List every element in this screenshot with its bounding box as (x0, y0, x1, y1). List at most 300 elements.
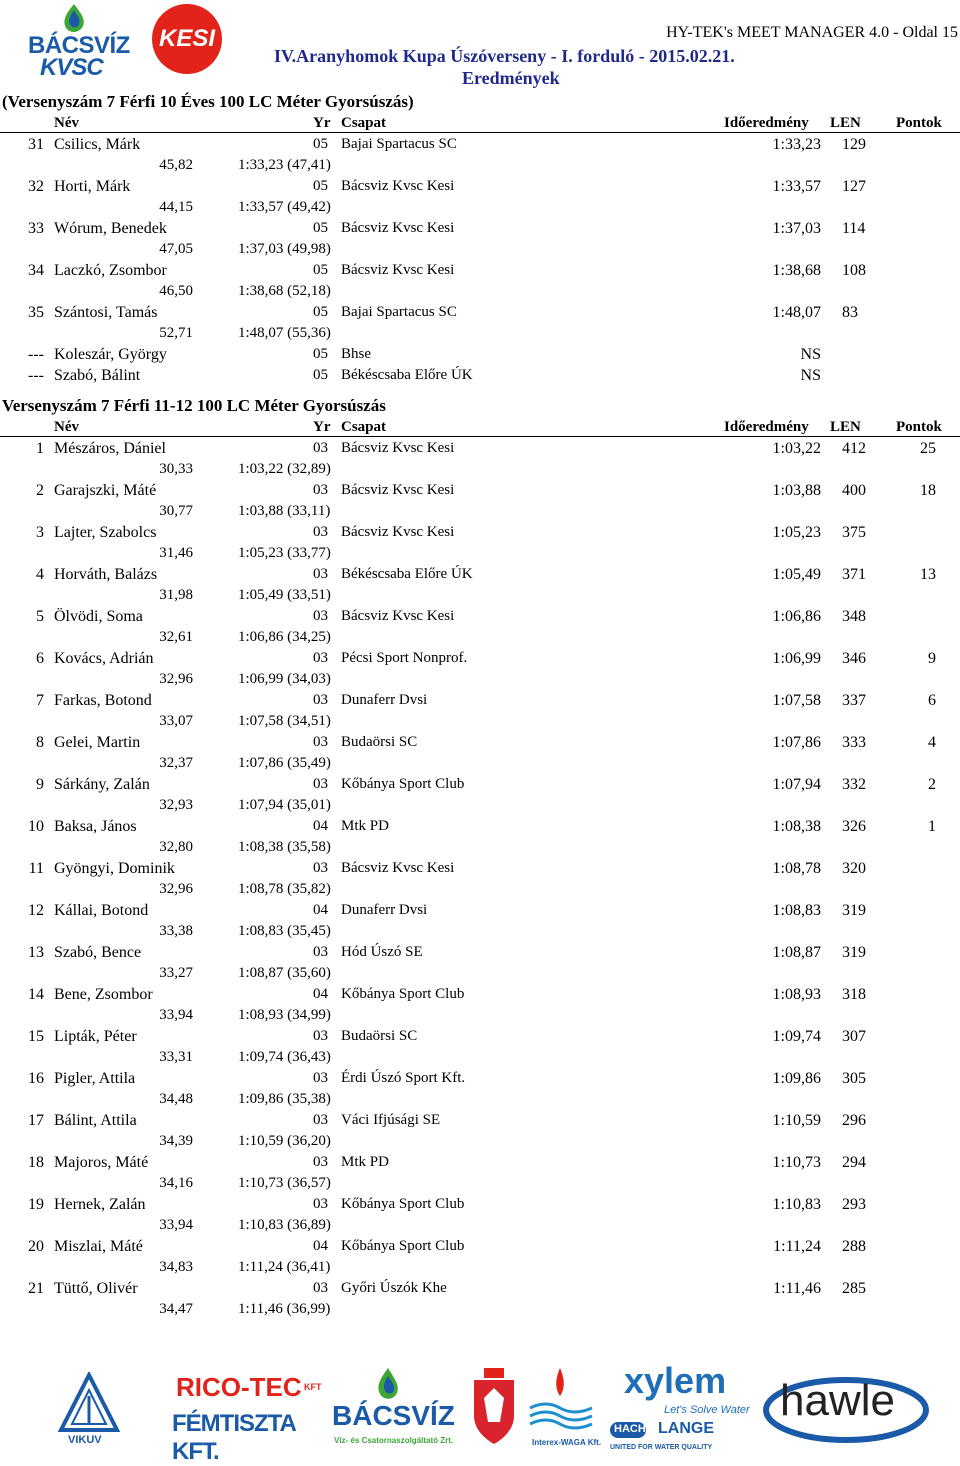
split-50m: 44,15 (159, 199, 193, 215)
swimmer-name: Gelei, Martin (54, 734, 141, 751)
swimmer-name: Pigler, Attila (54, 1070, 136, 1087)
split-100m: 1:38,68 (52,18) (238, 283, 331, 299)
split-100m: 1:09,74 (36,43) (238, 1049, 331, 1065)
len-points: 305 (842, 1070, 866, 1087)
team-name: Bajai Spartacus SC (341, 304, 457, 320)
team-name: Bácsviz Kvsc Kesi (341, 262, 455, 278)
result-row (0, 689, 960, 731)
bacsviz-sub-text: Víz- és Csatornaszolgáltató Zrt. (334, 1436, 454, 1445)
len-points: 375 (842, 524, 866, 541)
swimmer-name: Hernek, Zalán (54, 1196, 146, 1213)
place: 13 (28, 944, 44, 961)
split-50m: 45,82 (159, 157, 193, 173)
place: --- (28, 367, 44, 384)
place: 32 (28, 178, 44, 195)
team-name: Kőbánya Sport Club (341, 1196, 465, 1212)
birth-year: 03 (313, 608, 328, 624)
result-row (0, 1277, 960, 1319)
birth-year: 03 (313, 482, 328, 498)
len-points: 333 (842, 734, 866, 751)
result-row (0, 857, 960, 899)
result-row (0, 1235, 960, 1277)
swimmer-name: Ölvödi, Soma (54, 608, 143, 625)
split-50m: 34,16 (159, 1175, 193, 1191)
final-time: 1:10,73 (772, 1154, 821, 1171)
place: 7 (36, 692, 44, 709)
place: 18 (28, 1154, 44, 1171)
swimmer-name: Baksa, János (54, 818, 137, 835)
final-time: NS (800, 367, 821, 384)
len-points: 371 (842, 566, 866, 583)
water-drop-icon (56, 2, 92, 34)
swimmer-name: Wórum, Benedek (54, 220, 167, 237)
birth-year: 03 (313, 1154, 328, 1170)
col-header-time: Időeredmény (724, 419, 809, 435)
split-50m: 33,31 (159, 1049, 193, 1065)
software-page-label: HY-TEK's MEET MANAGER 4.0 - Oldal 15 (666, 24, 958, 41)
final-time: 1:06,86 (772, 608, 821, 625)
split-50m: 32,93 (159, 797, 193, 813)
birth-year: 05 (313, 346, 328, 362)
swimmer-name: Tüttő, Olivér (54, 1280, 138, 1297)
col-header-points: Pontok (896, 115, 942, 131)
split-100m: 1:05,23 (33,77) (238, 545, 331, 561)
result-row (0, 605, 960, 647)
swimmer-name: Koleszár, György (54, 346, 167, 363)
col-header-name: Név (54, 115, 79, 131)
result-row (0, 941, 960, 983)
place: 2 (36, 482, 44, 499)
len-points: 319 (842, 944, 866, 961)
birth-year: 03 (313, 1280, 328, 1296)
result-row (0, 1193, 960, 1235)
split-50m: 31,98 (159, 587, 193, 603)
team-name: Bácsviz Kvsc Kesi (341, 524, 455, 540)
bacsviz-logo-text: BÁCSVÍZ (28, 32, 130, 59)
len-points: 326 (842, 818, 866, 835)
place: 14 (28, 986, 44, 1003)
len-points: 412 (842, 440, 866, 457)
result-row (0, 259, 960, 301)
swimmer-name: Miszlai, Máté (54, 1238, 143, 1255)
bacsviz-logo (332, 1366, 472, 1452)
interex-flame-icon (526, 1364, 596, 1434)
place: 11 (28, 860, 44, 877)
len-points: 319 (842, 902, 866, 919)
final-time: 1:09,86 (772, 1070, 821, 1087)
final-time: 1:07,58 (772, 692, 821, 709)
birth-year: 05 (313, 367, 328, 383)
final-time: 1:06,99 (772, 650, 821, 667)
len-points: 294 (842, 1154, 866, 1171)
final-time: 1:48,07 (772, 304, 821, 321)
split-50m: 33,07 (159, 713, 193, 729)
swimmer-name: Garajszki, Máté (54, 482, 157, 499)
place: 8 (36, 734, 44, 751)
split-100m: 1:10,73 (36,57) (238, 1175, 331, 1191)
vikuv-triangle-icon (58, 1372, 120, 1434)
place: 35 (28, 304, 44, 321)
hawle-logo (762, 1372, 930, 1448)
score-points: 4 (928, 734, 936, 751)
team-name: Bácsviz Kvsc Kesi (341, 482, 455, 498)
split-100m: 1:10,83 (36,89) (238, 1217, 331, 1233)
team-name: Pécsi Sport Nonprof. (341, 650, 468, 666)
col-header-team: Csapat (341, 115, 387, 131)
team-name: Hód Úszó SE (341, 944, 423, 960)
birth-year: 04 (313, 902, 328, 918)
split-100m: 1:10,59 (36,20) (238, 1133, 331, 1149)
team-name: Bhse (341, 346, 371, 362)
birth-year: 05 (313, 178, 328, 194)
result-row (0, 983, 960, 1025)
team-name: Dunaferr Dvsi (341, 692, 428, 708)
split-50m: 32,96 (159, 881, 193, 897)
col-header-len: LEN (830, 419, 861, 435)
col-header-points: Pontok (896, 419, 942, 435)
col-header-name: Név (54, 419, 79, 435)
birth-year: 03 (313, 860, 328, 876)
final-time: NS (800, 346, 821, 363)
team-name: Bácsviz Kvsc Kesi (341, 440, 455, 456)
split-100m: 1:08,93 (34,99) (238, 1007, 331, 1023)
split-100m: 1:33,57 (49,42) (238, 199, 331, 215)
final-time: 1:38,68 (772, 262, 821, 279)
split-100m: 1:08,38 (35,58) (238, 839, 331, 855)
place: 6 (36, 650, 44, 667)
split-50m: 32,37 (159, 755, 193, 771)
split-50m: 32,61 (159, 629, 193, 645)
vikuv-text: VIKUV (68, 1434, 102, 1446)
score-points: 1 (928, 818, 936, 835)
col-header-len: LEN (830, 115, 861, 131)
team-name: Bácsviz Kvsc Kesi (341, 860, 455, 876)
swimmer-name: Szántosi, Tamás (54, 304, 158, 321)
len-points: 127 (842, 178, 866, 195)
swimmer-name: Kállai, Botond (54, 902, 149, 919)
col-header-time: Időeredmény (724, 115, 809, 131)
bacsviz-kvsc-logo (26, 2, 136, 81)
split-100m: 1:37,03 (49,98) (238, 241, 331, 257)
len-points: 114 (842, 220, 866, 237)
split-50m: 30,33 (159, 461, 193, 477)
interex-waga-logo (526, 1364, 602, 1454)
split-100m: 1:08,78 (35,82) (238, 881, 331, 897)
result-row (0, 563, 960, 605)
swimmer-name: Horváth, Balázs (54, 566, 158, 583)
result-row (0, 1151, 960, 1193)
final-time: 1:08,93 (772, 986, 821, 1003)
len-points: 293 (842, 1196, 866, 1213)
result-row (0, 1025, 960, 1067)
team-name: Dunaferr Dvsi (341, 902, 428, 918)
hach-text: HACH (614, 1423, 646, 1435)
birth-year: 03 (313, 692, 328, 708)
kesi-logo-text: KESI (158, 25, 215, 52)
ricotec-femtiszta-logo (172, 1372, 326, 1465)
birth-year: 04 (313, 986, 328, 1002)
place: 4 (36, 566, 44, 583)
team-name: Budaörsi SC (341, 1028, 418, 1044)
swimmer-name: Lipták, Péter (54, 1028, 137, 1045)
final-time: 1:10,59 (772, 1112, 821, 1129)
swimmer-name: Horti, Márk (54, 178, 131, 195)
place: 34 (28, 262, 44, 279)
swimmer-name: Szabó, Bence (54, 944, 142, 961)
col-header-yr: Yr (313, 115, 331, 131)
team-name: Győri Úszók Khe (341, 1280, 447, 1296)
score-points: 25 (920, 440, 936, 457)
event-title: (Versenyszám 7 Férfi 10 Éves 100 LC Méter Gyorsúszás) (2, 92, 414, 111)
split-50m: 32,96 (159, 671, 193, 687)
split-100m: 1:06,86 (34,25) (238, 629, 331, 645)
result-row (0, 731, 960, 773)
split-100m: 1:48,07 (55,36) (238, 325, 331, 341)
split-50m: 33,94 (159, 1217, 193, 1233)
kesi-logo (152, 4, 222, 74)
team-name: Kőbánya Sport Club (341, 1238, 465, 1254)
swimmer-name: Bene, Zsombor (54, 986, 153, 1003)
result-row (0, 1109, 960, 1151)
final-time: 1:03,22 (772, 440, 821, 457)
lange-subtext: UNITED FOR WATER QUALITY (610, 1444, 713, 1451)
final-time: 1:03,88 (772, 482, 821, 499)
team-name: Váci Ifjúsági SE (341, 1112, 441, 1128)
len-points: 288 (842, 1238, 866, 1255)
sponsor-bar (0, 1360, 960, 1465)
score-points: 6 (928, 692, 936, 709)
team-name: Mtk PD (341, 818, 389, 834)
vikuv-logo (58, 1372, 120, 1450)
split-50m: 34,39 (159, 1133, 193, 1149)
result-row (0, 1067, 960, 1109)
place: 16 (28, 1070, 44, 1087)
split-100m: 1:03,22 (32,89) (238, 461, 331, 477)
birth-year: 05 (313, 136, 328, 152)
len-points: 337 (842, 692, 866, 709)
split-50m: 34,47 (159, 1301, 193, 1317)
team-name: Bácsviz Kvsc Kesi (341, 178, 455, 194)
header-logos (20, 0, 250, 80)
result-row (0, 437, 960, 479)
place: 10 (28, 818, 44, 835)
team-name: Bácsviz Kvsc Kesi (341, 220, 455, 236)
result-row (0, 815, 960, 857)
split-50m: 52,71 (159, 325, 193, 341)
final-time: 1:37,03 (772, 220, 821, 237)
place: 1 (36, 440, 44, 457)
coat-of-arms-icon (470, 1368, 518, 1448)
column-header-row (0, 112, 960, 133)
results-subtitle: Eredmények (462, 68, 560, 88)
kvsc-logo-text: KVSC (40, 54, 103, 81)
len-points: 129 (842, 136, 866, 153)
column-header-row (0, 416, 960, 437)
len-points: 320 (842, 860, 866, 877)
place: 12 (28, 902, 44, 919)
swimmer-name: Csilics, Márk (54, 136, 141, 153)
place: 21 (28, 1280, 44, 1297)
team-name: Érdi Úszó Sport Kft. (341, 1070, 466, 1086)
meet-title: IV.Aranyhomok Kupa Úszóverseny - I. forduló - 2015.02.21. (274, 46, 735, 66)
split-100m: 1:07,94 (35,01) (238, 797, 331, 813)
team-name: Békéscsaba Előre ÚK (341, 566, 473, 582)
len-points: 83 (842, 304, 858, 321)
xylem-hach-lange-logo (608, 1360, 758, 1454)
result-row (0, 899, 960, 941)
place: 33 (28, 220, 44, 237)
birth-year: 03 (313, 776, 328, 792)
score-points: 18 (920, 482, 936, 499)
split-50m: 33,38 (159, 923, 193, 939)
final-time: 1:07,94 (772, 776, 821, 793)
birth-year: 05 (313, 262, 328, 278)
split-50m: 34,48 (159, 1091, 193, 1107)
swimmer-name: Farkas, Botond (54, 692, 152, 709)
result-row (0, 301, 960, 343)
split-50m: 32,80 (159, 839, 193, 855)
split-100m: 1:08,83 (35,45) (238, 923, 331, 939)
place: 9 (36, 776, 44, 793)
hawle-text: hawle (780, 1376, 895, 1425)
team-name: Bácsviz Kvsc Kesi (341, 608, 455, 624)
split-100m: 1:07,86 (35,49) (238, 755, 331, 771)
split-100m: 1:09,86 (35,38) (238, 1091, 331, 1107)
split-100m: 1:06,99 (34,03) (238, 671, 331, 687)
team-name: Békéscsaba Előre ÚK (341, 367, 473, 383)
swimmer-name: Mészáros, Dániel (54, 440, 166, 457)
place: 5 (36, 608, 44, 625)
birth-year: 05 (313, 304, 328, 320)
final-time: 1:08,38 (772, 818, 821, 835)
result-row (0, 133, 960, 175)
ricotec-kft-text: KFT (304, 1382, 322, 1392)
final-time: 1:05,49 (772, 566, 821, 583)
split-100m: 1:11,24 (36,41) (238, 1259, 331, 1275)
team-name: Kőbánya Sport Club (341, 986, 465, 1002)
birth-year: 05 (313, 220, 328, 236)
len-points: 348 (842, 608, 866, 625)
score-points: 2 (928, 776, 936, 793)
swimmer-name: Gyöngyi, Dominik (54, 860, 175, 877)
water-drop-icon (372, 1366, 404, 1402)
place: --- (28, 346, 44, 363)
team-name: Mtk PD (341, 1154, 389, 1170)
swimmer-name: Szabó, Bálint (54, 367, 141, 384)
place: 31 (28, 136, 44, 153)
birth-year: 03 (313, 1028, 328, 1044)
swimmer-name: Laczkó, Zsombor (54, 262, 167, 279)
len-points: 285 (842, 1280, 866, 1297)
len-points: 346 (842, 650, 866, 667)
team-name: Budaörsi SC (341, 734, 418, 750)
birth-year: 03 (313, 1196, 328, 1212)
place: 15 (28, 1028, 44, 1045)
final-time: 1:11,46 (773, 1280, 821, 1297)
final-time: 1:05,23 (772, 524, 821, 541)
birth-year: 03 (313, 440, 328, 456)
len-points: 108 (842, 262, 866, 279)
split-50m: 30,77 (159, 503, 193, 519)
score-points: 9 (928, 650, 936, 667)
final-time: 1:33,23 (772, 136, 821, 153)
final-time: 1:33,57 (772, 178, 821, 195)
swimmer-name: Bálint, Attila (54, 1112, 137, 1129)
team-name: Bajai Spartacus SC (341, 136, 457, 152)
place: 20 (28, 1238, 44, 1255)
split-50m: 46,50 (159, 283, 193, 299)
swimmer-name: Majoros, Máté (54, 1154, 149, 1171)
birth-year: 03 (313, 944, 328, 960)
split-100m: 1:33,23 (47,41) (238, 157, 331, 173)
result-row (0, 647, 960, 689)
len-points: 332 (842, 776, 866, 793)
split-50m: 33,27 (159, 965, 193, 981)
ricotec-text: RICO-TEC (176, 1372, 302, 1402)
split-50m: 31,46 (159, 545, 193, 561)
birth-year: 03 (313, 734, 328, 750)
birth-year: 03 (313, 566, 328, 582)
event-title: Versenyszám 7 Férfi 11-12 100 LC Méter Gyorsúszás (2, 396, 386, 415)
len-points: 296 (842, 1112, 866, 1129)
birth-year: 04 (313, 818, 328, 834)
result-row (0, 175, 960, 217)
split-50m: 47,05 (159, 241, 193, 257)
split-50m: 34,83 (159, 1259, 193, 1275)
len-points: 400 (842, 482, 866, 499)
split-100m: 1:11,46 (36,99) (238, 1301, 331, 1317)
result-row (0, 773, 960, 815)
col-header-yr: Yr (313, 419, 331, 435)
len-points: 307 (842, 1028, 866, 1045)
result-row (0, 521, 960, 563)
final-time: 1:10,83 (772, 1196, 821, 1213)
city-coat-of-arms (470, 1368, 518, 1448)
split-100m: 1:03,88 (33,11) (238, 503, 331, 519)
score-points: 13 (920, 566, 936, 583)
xylem-tagline: Let's Solve Water (664, 1404, 750, 1416)
swimmer-name: Lajter, Szabolcs (54, 524, 157, 541)
split-50m: 33,94 (159, 1007, 193, 1023)
place: 17 (28, 1112, 44, 1129)
birth-year: 04 (313, 1238, 328, 1254)
birth-year: 03 (313, 524, 328, 540)
result-row (0, 217, 960, 259)
final-time: 1:08,83 (772, 902, 821, 919)
final-time: 1:08,87 (772, 944, 821, 961)
birth-year: 03 (313, 1112, 328, 1128)
birth-year: 03 (313, 650, 328, 666)
place: 3 (36, 524, 44, 541)
len-points: 318 (842, 986, 866, 1003)
team-name: Kőbánya Sport Club (341, 776, 465, 792)
interex-text: Interex-WAGA Kft. (532, 1438, 602, 1447)
swimmer-name: Sárkány, Zalán (54, 776, 150, 793)
final-time: 1:11,24 (773, 1238, 821, 1255)
birth-year: 03 (313, 1070, 328, 1086)
final-time: 1:08,78 (772, 860, 821, 877)
result-row (0, 479, 960, 521)
final-time: 1:09,74 (772, 1028, 821, 1045)
bacsviz-text: BÁCSVÍZ (332, 1400, 455, 1431)
xylem-text: xylem (624, 1360, 727, 1401)
col-header-team: Csapat (341, 419, 387, 435)
split-100m: 1:05,49 (33,51) (238, 587, 331, 603)
final-time: 1:07,86 (772, 734, 821, 751)
split-100m: 1:08,87 (35,60) (238, 965, 331, 981)
split-100m: 1:07,58 (34,51) (238, 713, 331, 729)
femtiszta-text: FÉMTISZTA KFT. (172, 1410, 295, 1465)
